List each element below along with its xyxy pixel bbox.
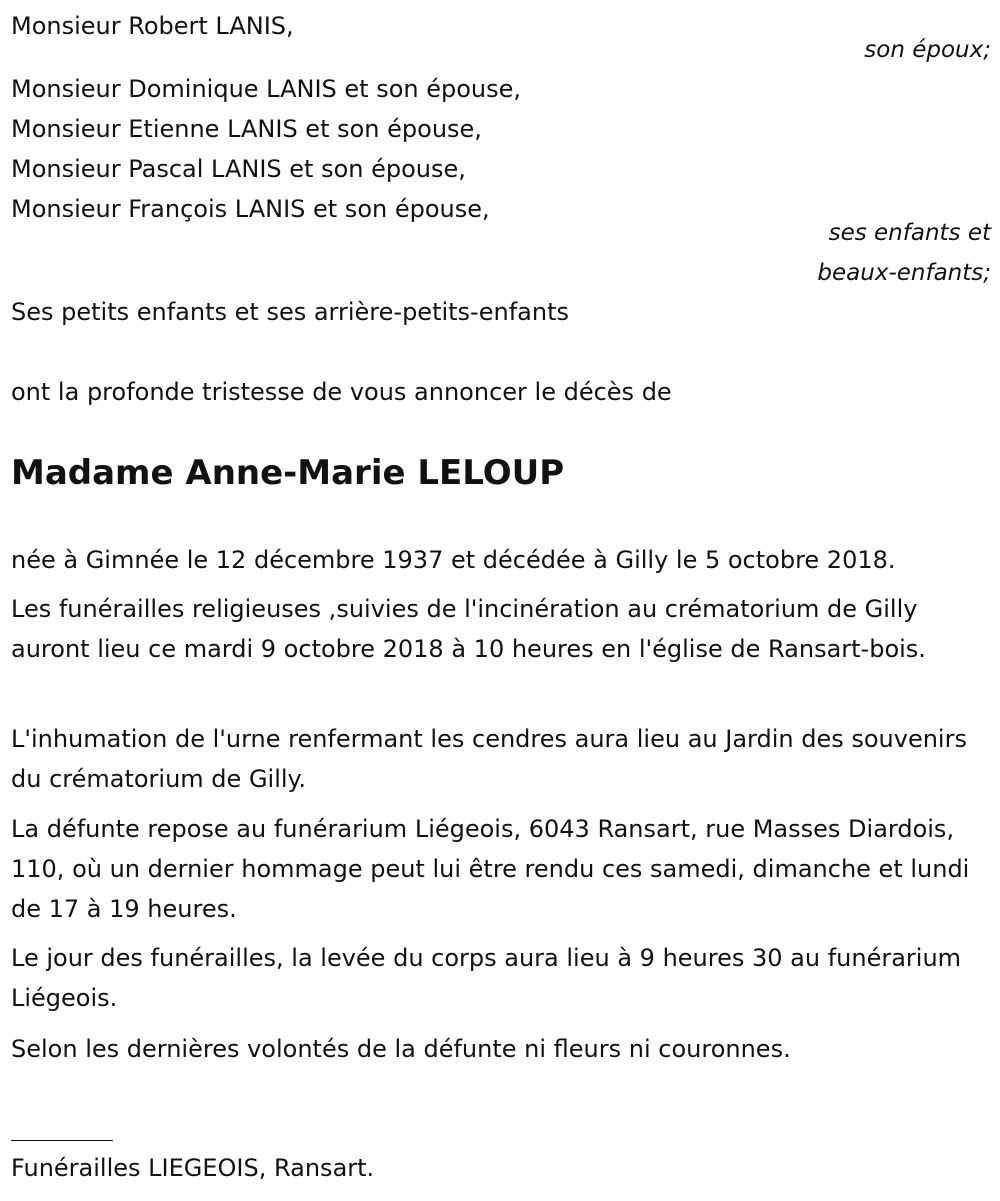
spouse-line: Monsieur Robert LANIS, (11, 12, 294, 40)
wishes-paragraph: Selon les dernières volontés de la défunte ni fleurs ni couronnes. (11, 1035, 791, 1063)
child-line-2: Monsieur Etienne LANIS et son épouse, (11, 115, 482, 143)
funeral-home-signature: Funérailles LIEGEOIS, Ransart. (11, 1154, 375, 1182)
child-line-1: Monsieur Dominique LANIS et son épouse, (11, 75, 522, 103)
child-line-4: Monsieur François LANIS et son épouse, (11, 195, 490, 223)
procession-paragraph: Le jour des funérailles, la levée du corps aura lieu à 9 heures 30 au funérarium Liégeois. (11, 944, 962, 1012)
spouse-role: son époux; (864, 37, 991, 63)
grandchildren-line: Ses petits enfants et ses arrière-petits-enfants (11, 298, 569, 326)
deceased-name: Madame Anne-Marie LELOUP (11, 453, 565, 493)
urn-paragraph: L'inhumation de l'urne renfermant les cendres aura lieu au Jardin des souvenirs du crématorium de Gilly. (11, 725, 967, 793)
viewing-paragraph: La défunte repose au funérarium Liégeois, 6043 Ransart, rue Masses Diardois, 110, où un dernier hommage peut lui être rendu ces samedi, dimanche et lundi de 17 à 19 heures. (11, 815, 970, 923)
funeral-paragraph: Les funérailles religieuses ,suivies de l'incinération au crématorium de Gilly auront lieu ce mardi 9 octobre 2018 à 10 heures en l'église de Ransart-bois. (11, 595, 926, 663)
child-line-3: Monsieur Pascal LANIS et son épouse, (11, 155, 466, 183)
children-role-line-1: ses enfants et (828, 220, 991, 246)
birth-death-paragraph: née à Gimnée le 12 décembre 1937 et décédée à Gilly le 5 octobre 2018. (11, 546, 896, 574)
announcement-line: ont la profonde tristesse de vous annoncer le décès de (11, 378, 672, 406)
footer-divider (11, 1140, 113, 1141)
children-role-line-2: beaux-enfants; (817, 260, 991, 286)
